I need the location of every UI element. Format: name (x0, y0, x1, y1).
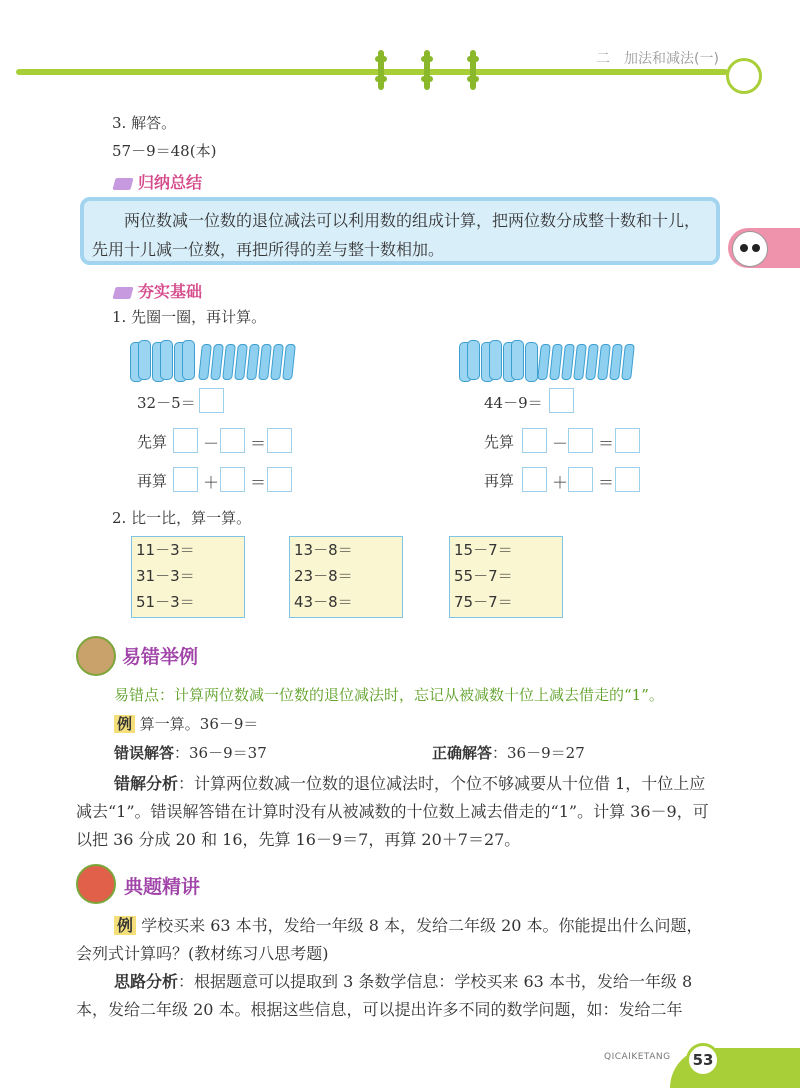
equals-sign: ＝ (598, 473, 615, 492)
basics-title: 夯实基础 (138, 282, 203, 301)
compare-item: 23－8＝ (294, 567, 353, 585)
compare-item: 15－7＝ (454, 541, 513, 559)
equals-sign: ＝ (250, 434, 267, 453)
compare-item: 75－7＝ (454, 593, 513, 611)
question-1: 1. 先圈一圈，再计算。 (112, 308, 267, 326)
example-line (114, 713, 258, 734)
mistakes-title: 易错举例 (122, 646, 199, 668)
answer-box[interactable] (199, 388, 224, 413)
answer-formula: 57－9＝48(本) (112, 142, 217, 160)
answer-box[interactable] (522, 467, 547, 492)
compare-item: 55－7＝ (454, 567, 513, 585)
compare-item: 31－3＝ (136, 567, 195, 585)
wrong-label: 错误解答 (114, 744, 175, 762)
analysis-label: 错解分析 (114, 774, 179, 793)
answer-box[interactable] (568, 428, 593, 453)
example-tag: 例 (114, 715, 135, 733)
mascot-icon (726, 58, 762, 94)
then-label-right: 再算 (484, 472, 515, 490)
summary-title: 归纳总结 (138, 173, 203, 192)
sticks-32 (130, 340, 310, 386)
first-label-right: 先算 (484, 433, 515, 451)
wrong-answer (114, 742, 267, 763)
example-question (76, 912, 716, 968)
compare-item: 11－3＝ (136, 541, 195, 559)
answer-box[interactable] (173, 428, 198, 453)
ring-binder-icon (378, 50, 384, 90)
header-rule (16, 69, 728, 75)
compare-box (449, 536, 563, 618)
answer-box[interactable] (173, 467, 198, 492)
potato-mascot-icon (76, 636, 116, 676)
summary-heading (114, 170, 202, 193)
answer-box[interactable] (220, 467, 245, 492)
summary-text: 两位数减一位数的退位减法可以利用数的组成计算，把两位数分成整十数和十儿，先用十儿减一位数，再把所得的差与整十数相加。 (92, 211, 701, 259)
footer-brand: QICAIKETANG (604, 1052, 671, 1062)
panda-icon (732, 231, 768, 267)
right-answer (432, 742, 585, 763)
answer-box[interactable] (549, 388, 574, 413)
ring-binder-icon (424, 50, 430, 90)
answer-box[interactable] (615, 467, 640, 492)
example-text: 算一算。36－9＝ (139, 715, 259, 733)
plus-sign: ＋ (203, 473, 220, 492)
answer-box[interactable] (522, 428, 547, 453)
book-icon (112, 178, 133, 190)
compare-item: 43－8＝ (294, 593, 353, 611)
analysis-text: ：计算两位数减一位数的退位减法时，个位不够减要从十位借 1，十位上应减去“1”。错误解答错在计算时没有从被减数的十位数上减去借走的“1”。计算 36－9，可以把 36 分成 20 和 16，先算 16－9＝7，再算 20＋7＝27。 (76, 774, 709, 849)
example-analysis-label: 思路分析 (114, 972, 179, 991)
right-label: 正确解答 (432, 744, 493, 762)
question-2: 2. 比一比，算一算。 (112, 509, 252, 527)
compare-box (131, 536, 245, 618)
answer-box[interactable] (267, 467, 292, 492)
minus-sign: － (552, 434, 569, 453)
equals-sign: ＝ (250, 473, 267, 492)
compare-item: 13－8＝ (294, 541, 353, 559)
book-icon (112, 287, 133, 299)
tomato-mascot-icon (76, 864, 116, 904)
plus-sign: ＋ (552, 473, 569, 492)
sticks-44 (459, 340, 659, 386)
then-label-left: 再算 (137, 472, 168, 490)
mistake-point: 易错点：计算两位数减一位数的退位减法时，忘记从被减数十位上减去借走的“1”。 (114, 686, 664, 704)
equals-sign: ＝ (598, 434, 615, 453)
example-analysis-text: ：根据题意可以提取到 3 条数学信息：学校买来 63 本书，发给一年级 8 本，发给二年级 20 本。根据这些信息，可以提出许多不同的数学问题，如：发给二年 (76, 972, 693, 1019)
eq-right: 44－9＝ (484, 394, 543, 412)
answer-box[interactable] (220, 428, 245, 453)
page-number: 53 (686, 1043, 720, 1077)
example-analysis (76, 968, 716, 1024)
answer-label: 3. 解答。 (112, 114, 177, 132)
answer-box[interactable] (568, 467, 593, 492)
chapter-title: 二 加法和减法(一) (596, 51, 719, 67)
example-question-text: 学校买来 63 本书，发给一年级 8 本，发给二年级 20 本。你能提出什么问题，会列式计算吗？(教材练习八思考题) (76, 916, 703, 963)
right-value: ：36－9＝27 (492, 744, 585, 762)
basics-heading (114, 279, 202, 302)
mistake-analysis (76, 770, 716, 854)
ring-binder-icon (470, 50, 476, 90)
compare-item: 51－3＝ (136, 593, 195, 611)
answer-box[interactable] (267, 428, 292, 453)
minus-sign: － (203, 434, 220, 453)
example-tag: 例 (114, 916, 136, 935)
wrong-value: ：36－9＝37 (174, 744, 267, 762)
eq-left: 32－5＝ (137, 394, 196, 412)
first-label-left: 先算 (137, 433, 168, 451)
examples-title: 典题精讲 (124, 876, 201, 898)
answer-box[interactable] (615, 428, 640, 453)
compare-box (289, 536, 403, 618)
